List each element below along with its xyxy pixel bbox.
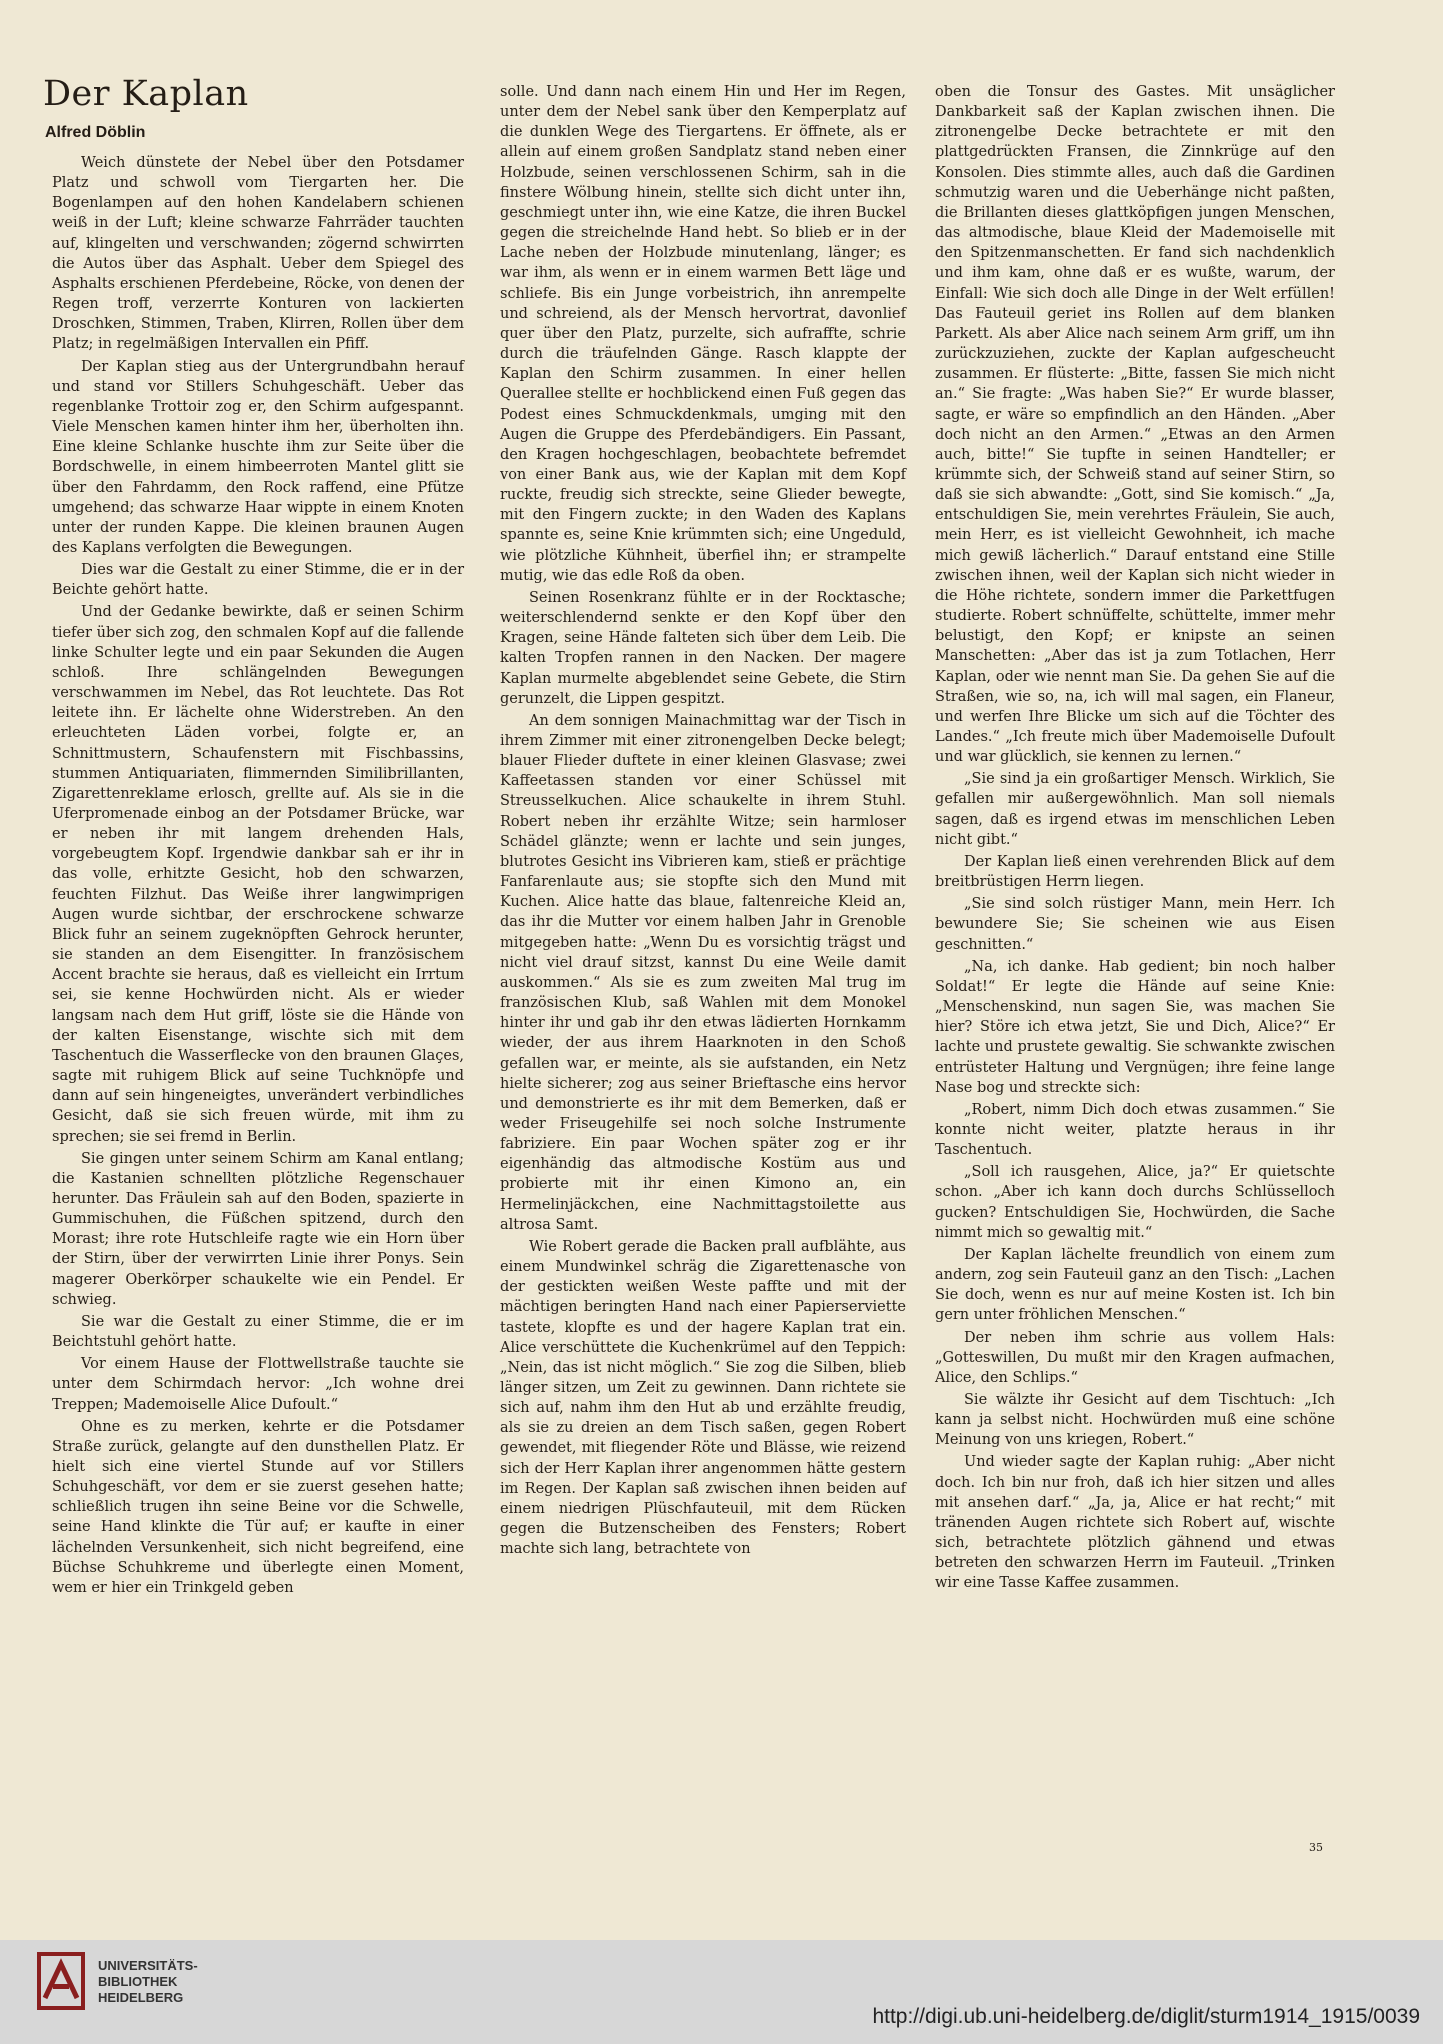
article-title: Der Kaplan: [43, 74, 249, 114]
paragraph: „Robert, nimm Dich doch etwas zusammen.“ Sie konnte nicht weiter, platzte heraus in ihr Taschentuch.: [935, 1101, 1335, 1159]
paragraph: „Soll ich rausgehen, Alice, ja?“ Er quietschte schon. „Aber ich kann doch durchs Schlüsselloch gucken? Entschuldigen Sie, Hochwürden, die Sache nimmt mich so gewaltig mit.“: [935, 1164, 1335, 1241]
paragraph: Sie wälzte ihr Gesicht auf dem Tischtuch: „Ich kann ja selbst nicht. Hochwürden muß eine schöne Meinung von uns kriegen, Robert.“: [935, 1392, 1335, 1449]
page-number: 35: [1309, 1841, 1323, 1854]
paragraph: Wie Robert gerade die Backen prall aufblähte, aus einem Mundwinkel schräg die Zigarettenasche von der gestickten weißen Weste paffte und mit der mächtigen beringten Hand nach einer Papierserviette tastete, klopfte es und der hagere Kaplan trat ein. Alice verschüttete die Kuchenkrümel auf den Teppich: „Nein, das ist nicht möglich.“ Sie zog die Silben, blieb länger sitzen, um Zeit zu gewinnen. Dann richtete sie sich auf, nahm ihm den Hut ab und erzählte freudig, als sie zu dreien an dem Tisch saßen, gegen Robert gewendet, mit fliegender Röte und Blässe, wie reizend sich der Herr Kaplan ihrer angenommen hätte gestern im Regen. Der Kaplan saß zwischen ihnen beiden auf einem niedrigen Plüschfauteuil, mit dem Rücken gegen die Butzenscheiben des Fensters; Robert machte sich lang, betrachtete von: [500, 1238, 906, 1558]
paragraph: „Sie sind solch rüstiger Mann, mein Herr. Ich bewundere Sie; Sie scheinen wie aus Eisen geschnitten.“: [935, 896, 1335, 953]
paragraph: solle. Und dann nach einem Hin und Her im Regen, unter dem der Nebel sank über den Kemperplatz auf die dunklen Wege des Tiergartens. Er öffnete, als er allein auf einem großen Sandplatz stand neben einer Holzbude, seinen verschlossenen Schirm, sah in die finstere Wölbung hinein, stellte sich dicht unter ihn, geschmiegt unter ihn, wie eine Katze, die ihren Buckel gegen die streichelnde Hand hebt. So blieb er in der Lache neben der Holzbude minutenlang, länger; es war ihm, als wenn er in einem warmen Bett läge und schliefe. Bis ein Junge vorbeistrich, ihn anrempelte und schreiend, als der Mensch hervortrat, davonlief quer über den Platz, purzelte, sich aufraffte, schrie durch die träufelnden Gänge. Rasch klappte der Kaplan den Schirm zusammen. In einer hellen Querallee stellte er hochblickend einen Fuß gegen das Podest eines Schmuckdenkmals, umging mit den Augen die Gruppe des Pferdebändigers. Ein Passant, den Kragen hochgeschlagen, beobachtete befremdet von einer Bank aus, wie der Kaplan mit dem Kopf ruckte, freudig sich streckte, seine Glieder bewegte, mit den Fingern zuckte; in den Waden des Kaplans spannte es, seine Knie krümmten sich; eine Ungeduld, wie plötzliche Kühnheit, überfiel ihn; er strampelte mutig, wie das edle Roß da oben.: [500, 84, 906, 584]
paragraph: Vor einem Hause der Flottwellstraße tauchte sie unter dem Schirmdach hervor: „Ich wohne drei Treppen; Mademoiselle Alice Dufoult.“: [52, 1356, 464, 1413]
library-name-line: HEIDELBERG: [98, 1990, 184, 2005]
paragraph: Der Kaplan stieg aus der Untergrundbahn herauf und stand vor Stillers Schuhgeschäft. Ueber das regenblanke Trottoir zog er, den Schirm aufgespannt. Viele Menschen kamen hinter ihm her, überholten ihn. Eine kleine Schlanke huschte ihm zur Seite über die Bordschwelle, in einem himbeerroten Mantel glitt sie über den Fahrdamm, den Rock raffend, eine Pfütze umgehend; das schwarze Haar wippte in einem Knoten unter der runden Kappe. Die kleinen braunen Augen des Kaplans verfolgten die Bewegungen.: [52, 358, 464, 556]
text-column-3: [935, 82, 1335, 1594]
paragraph: Ohne es zu merken, kehrte er die Potsdamer Straße zurück, gelangte auf den dunsthellen Platz. Er hielt sich eine viertel Stunde auf vor Stillers Schuhgeschäft, vor dem er sie zuerst gesehen hatte; schließlich trugen ihn seine Beine vor die Schwelle, seine Hand klinkte die Tür auf; er kaufte in einer lächelnden Versunkenheit, sich nicht begreifend, eine Büchse Schuhkreme und überlegte einen Moment, wem er hier ein Trinkgeld geben: [52, 1418, 464, 1596]
library-name: [98, 1958, 198, 2006]
paragraph: Der Kaplan ließ einen verehrenden Blick auf dem breitbrüstigen Herrn liegen.: [935, 853, 1335, 891]
paragraph: Der Kaplan lächelte freundlich von einem zum andern, zog sein Fauteuil ganz an den Tisch: „Lachen Sie doch, wenn es nur auf meine Kosten ist. Ich bin gern unter fröhlichen Menschen.“: [935, 1246, 1335, 1324]
document-url-link[interactable]: http://digi.ub.uni-heidelberg.de/diglit/sturm1914_1915/0039: [872, 2005, 1420, 2028]
paragraph: Und wieder sagte der Kaplan ruhig: „Aber nicht doch. Ich bin nur froh, daß ich hier sitzen und alles mit ansehen darf.“ „Ja, ja, Alice er hat recht;“ mit tränenden Augen richtete sich Robert auf, wischte sich, betrachtete plötzlich gähnend und etwas betreten den schwarzen Herrn im Fauteuil. „Trinken wir eine Tasse Kaffee zusammen.: [935, 1454, 1335, 1592]
paragraph: oben die Tonsur des Gastes. Mit unsäglicher Dankbarkeit saß der Kaplan zwischen ihnen. Die zitronengelbe Decke betrachtete er mit den plattgedrückten Fransen, die Zinnkrüge auf den Konsolen. Dies stimmte alles, auch daß die Gardinen schmutzig waren und die Ueberhänge nicht paßten, die Brillanten dieses glattköpfigen jungen Menschen, das altmodische, blaue Kleid der Mademoiselle mit den Spitzenmanschetten. Er fand sich nachdenklich und ihm kam, ohne daß er es wußte, warum, der Einfall: Wie sich doch alle Dinge in der Welt erfüllen! Das Fauteuil geriet ins Rollen auf dem blanken Parkett. Als aber Alice nach seinem Arm griff, um ihn zurückzuziehen, zuckte der Kaplan aufgescheucht zusammen. Er flüsterte: „Bitte, fassen Sie mich nicht an.“ Sie fragte: „Was haben Sie?“ Er wurde blasser, sagte, er wäre so empfindlich an den Händen. „Aber doch nicht an den Armen.“ „Etwas an den Armen auch, bitte!“ Sie tupfte in seinen Handteller; er krümmte sich, der Schweiß stand auf seiner Stirn, so daß sie sich abwandte: „Gott, sind Sie komisch.“ „Ja, entschuldigen Sie, mein verehrtes Fräulein, Sie auch, mein Herr, es ist vielleicht Gewohnheit, ich mache mich gewiß lächerlich.“ Darauf entstand eine Stille zwischen ihnen, weil der Kaplan sich nicht wieder in die Höhe richtete, sondern immer die Parkettfugen studierte. Robert schnüffelte, schüttelte, immer mehr belustigt, den Kopf; er knipste an seinen Manschetten: „Aber das ist ja zum Totlachen, Herr Kaplan, oder wie nennt man Sie. Da gehen Sie auf die Straßen, wie so, na, ich will mal sagen, ein Flaneur, und werfen Ihre Blicke um sich auf die Töchter des Landes.“ „Ich freute mich über Mademoiselle Dufoult und war glücklich, sie kennen zu lernen.“: [935, 84, 1335, 766]
paragraph: An dem sonnigen Mainachmittag war der Tisch in ihrem Zimmer mit einer zitronengelben Decke belegt; blauer Flieder duftete in einer kleinen Glasvase; zwei Kaffeetassen standen vor einer Schüssel mit Streusselkuchen. Alice schaukelte in ihrem Stuhl. Robert neben ihr erzählte Witze; sein harmloser Schädel glänzte; wenn er lachte und sein junges, blutrotes Gesicht ins Vibrieren kam, stieß er prächtige Fanfarenlaute aus; sie stopfte sich den Mund mit Kuchen. Alice hatte das blaue, faltenreiche Kleid an, das ihr die Mutter vor einem halben Jahr in Grenoble mitgegeben hatte: „Wenn Du es vorsichtig trägst und nicht viel drauf sitzst, kannst Du eine Weile damit auskommen.“ Als sie es zum zweiten Mal trug im französischen Klub, saß Wahlen mit dem Monokel hinter ihr und gab ihr den etwas lädierten Hornkamm wieder, der aus ihrem Haarknoten in den Schoß gefallen war, er meinte, als sie aufstanden, ein Netz hielte sicherer; zog aus seiner Brieftasche eins hervor und demonstrierte es ihr mit dem Bemerken, daß er weder Friseugehilfe sei noch solche Instrumente fabriziere. Ein paar Wochen später zog er ihr eigenhändig das altmodische Kostüm aus und probierte mit ihr einen Kimono an, ein Hermelinjäckchen, eine Nachmittagstoilette aus altrosa Samt.: [500, 712, 906, 1233]
paragraph: Sie gingen unter seinem Schirm am Kanal entlang; die Kastanien schnellten plötzliche Regenschauer herunter. Das Fräulein sah auf den Boden, spazierte in Gummischuhen, die Füßchen spitzend, durch den Morast; ihre rote Hutschleife ragte wie ein Horn über der Stirn, über der verwirrten Linie ihrer Ponys. Sein magerer Oberkörper schaukelte wie ein Pendel. Er schwieg.: [52, 1150, 464, 1308]
paragraph: Und der Gedanke bewirkte, daß er seinen Schirm tiefer über sich zog, den schmalen Kopf auf die fallende linke Schulter legte und ein paar Sekunden die Augen schloß. Ihre schlängelnden Bewegungen verschwammen im Nebel, das Rot leuchtete. Das Rot leitete ihn. Er lächelte ohne Widerstreben. An den erleuchteten Läden vorbei, folgte er, an Schnittmustern, Schaufenstern mit Fischbassins, stummen Antiquariaten, flimmernden Similibrillanten, Zigarettenreklame erlosch, grellte auf. Als sie in die Uferpromenade einbog an der Potsdamer Brücke, war er neben ihr mit langem drehenden Hals, vorgebeugtem Kopf. Irgendwie dankbar sah er ihr in das volle, erhitzte Gesicht, hob den schwarzen, feuchten Filzhut. Das Weiße ihrer langwimprigen Augen wurde sichtbar, der erschrockene schwarze Blick fuhr an seinem zugeknöpften Gehrock herunter, sie standen an dem Eisengitter. In französischem Accent brachte sie heraus, daß es vielleicht ein Irrtum sei, sie kenne Hochwürden nicht. Als er wieder langsam nach dem Hut griff, löste sie die Hände von der kalten Eisenstange, wischte sich mit dem Taschentuch die Wasserflecke von den braunen Glaçes, sagte mit ruhigem Blick auf seine Tuchknöpfe und dann auf sein hingeneigtes, unverändert verbindliches Gesicht, daß sie sich freuen würde, mit ihm zu sprechen; sie sei fremd in Berlin.: [52, 604, 464, 1145]
paragraph: Der neben ihm schrie aus vollem Hals: „Gotteswillen, Du mußt mir den Kragen aufmachen, Alice, den Schlips.“: [935, 1329, 1335, 1386]
paragraph: Sie war die Gestalt zu einer Stimme, die er im Beichtstuhl gehört hatte.: [52, 1313, 464, 1351]
text-column-2: [500, 82, 906, 1559]
library-name-line: BIBLIOTHEK: [98, 1974, 178, 1989]
paragraph: „Na, ich danke. Hab gedient; bin noch halber Soldat!“ Er legte die Hände auf seine Knie: „Menschenskind, nun sagen Sie, was machen Sie hier? Störe ich etwa jetzt, Sie und Dich, Alice?“ Er lachte und prustete gewaltig. Sie schwankte zwischen entrüsteter Haltung und Vergnügen; ihre feine lange Nase bog und streckte sich:: [935, 958, 1335, 1096]
article-author: Alfred Döblin: [45, 124, 146, 141]
paragraph: „Sie sind ja ein großartiger Mensch. Wirklich, Sie gefallen mir außergewöhnlich. Man soll niemals sagen, daß es irgend etwas im menschlichen Leben nicht gibt.“: [935, 771, 1335, 848]
university-logo-icon: [33, 1950, 89, 2012]
library-name-line: UNIVERSITÄTS-: [98, 1958, 198, 1973]
text-column-1: [52, 153, 464, 1598]
paragraph: Weich dünstete der Nebel über den Potsdamer Platz und schwoll vom Tiergarten her. Die Bogenlampen auf den hohen Kandelabern schienen weiß in der Luft; kleine schwarze Fahrräder tauchten auf, klingelten und verschwanden; zögernd schwirrten die Autos über das Asphalt. Ueber dem Spiegel des Asphalts erschienen Pferdebeine, Röcke, von denen der Regen troff, verzerrte Konturen von lackierten Droschken, Stimmen, Traben, Klirren, Rollen über dem Platz; in regelmäßigen Intervallen ein Pfiff.: [52, 155, 464, 353]
paragraph: Dies war die Gestalt zu einer Stimme, die er in der Beichte gehört hatte.: [52, 562, 464, 599]
paragraph: Seinen Rosenkranz fühlte er in der Rocktasche; weiterschlendernd senkte er den Kopf über den Kragen, seine Hände falteten sich über dem Leib. Die kalten Tropfen rannen in den Nacken. Der magere Kaplan murmelte abgeblendet seine Gebete, die Stirn gerunzelt, die Lippen gespitzt.: [500, 589, 906, 707]
